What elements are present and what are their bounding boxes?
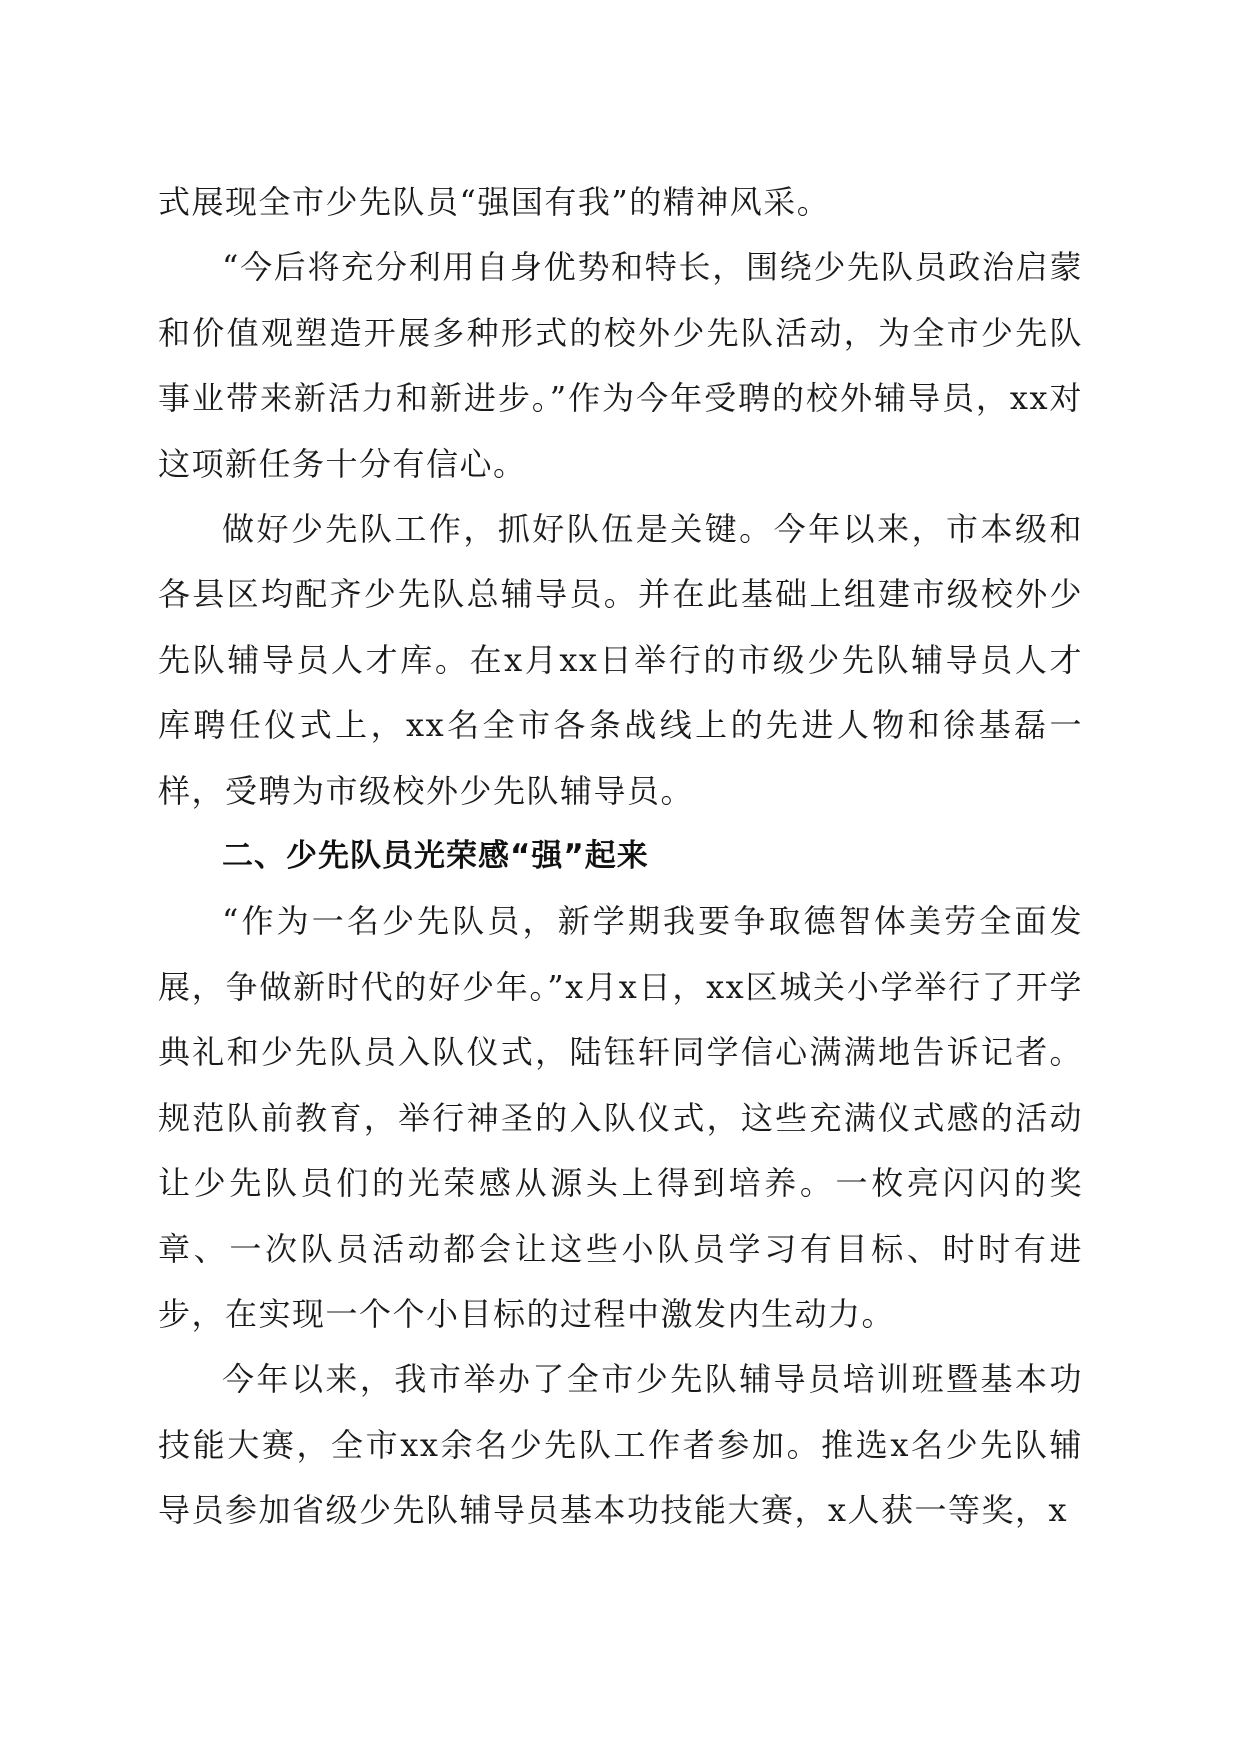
section-heading-2: 二、少先队员光荣感“强”起来 bbox=[222, 838, 649, 875]
paragraph-training-contest: 今年以来，我市举办了全市少先队辅导员培训班暨基本功技能大赛，全市xx余名少先队工作者参加。推选x名少先队辅导员参加省级少先队辅导员基本功技能大赛，x人获一等奖，x bbox=[158, 1360, 1083, 1530]
paragraph-team-building: 做好少先队工作，抓好队伍是关键。今年以来，市本级和各县区均配齐少先队总辅导员。并在此基础上组建市级校外少先队辅导员人才库。在x月xx日举行的市级少先队辅导员人才库聘任仪式上，xx名全市各条战线上的先进人物和徐基磊一样，受聘为市级校外少先队辅导员。 bbox=[158, 510, 1083, 810]
paragraph-student-quote: “作为一名少先队员，新学期我要争取德智体美劳全面发展，争做新时代的好少年。”x月x日，xx区城关小学举行了开学典礼和少先队员入队仪式，陆钰轩同学信心满满地告诉记者。规范队前教育，举行神圣的入队仪式，这些充满仪式感的活动让少先队员们的光荣感从源头上得到培养。一枚亮闪闪的奖章、一次队员活动都会让这些小队员学习有目标、时时有进步，在实现一个个小目标的过程中激发内生动力。 bbox=[158, 902, 1083, 1333]
document-body bbox=[158, 170, 1083, 1544]
paragraph-continuation: 式展现全市少先队员“强国有我”的精神风采。 bbox=[158, 183, 831, 221]
paragraph-quote-outside-counselor: “今后将充分利用自身优势和特长，围绕少先队员政治启蒙和价值观塑造开展多种形式的校外少先队活动，为全市少先队事业带来新活力和新进步。”作为今年受聘的校外辅导员，xx对这项新任务十分有信心。 bbox=[158, 248, 1083, 483]
